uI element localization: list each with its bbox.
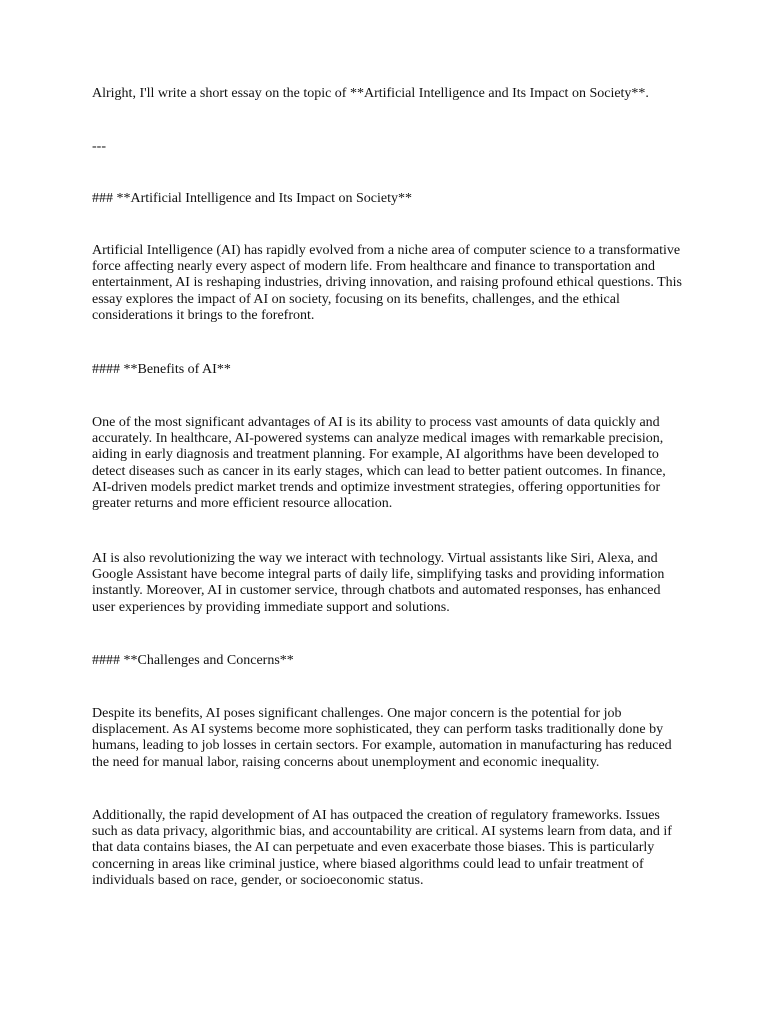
horizontal-rule-markdown: --- bbox=[92, 139, 106, 154]
intro-line: Alright, I'll write a short essay on the topic of **Artificial Intelligence and Its Impact on Society**. bbox=[92, 86, 649, 101]
paragraph-benefits-data: One of the most significant advantages of AI is its ability to process vast amounts of data quickly and accurately. In healthcare, AI-powered systems can analyze medical images with remarkable precision, aiding in early diagnosis and treatment planning. For example, AI algorithms have been developed to detect diseases such as cancer in its early stages, which can lead to better patient outcomes. In finance, AI-driven models predict market trends and optimize investment strategies, offering opportunities for greater returns and more efficient resource allocation. bbox=[92, 415, 666, 512]
paragraph-introduction: Artificial Intelligence (AI) has rapidly evolved from a niche area of computer science to a transformative force affecting nearly every aspect of modern life. From healthcare and finance to transportation and entertainment, AI is reshaping industries, driving innovation, and raising profound ethical questions. This essay explores the impact of AI on society, focusing on its benefits, challenges, and the ethical considerations it brings to the forefront. bbox=[92, 243, 682, 323]
paragraph-benefits-technology: AI is also revolutionizing the way we interact with technology. Virtual assistants like Siri, Alexa, and Google Assistant have become integral parts of daily life, simplifying tasks and providing information instantly. Moreover, AI in customer service, through chatbots and automated responses, has enhanced user experiences by providing immediate support and solutions. bbox=[92, 551, 665, 615]
heading-benefits: #### **Benefits of AI** bbox=[92, 362, 231, 377]
essay-title: ### **Artificial Intelligence and Its Impact on Society** bbox=[92, 191, 412, 206]
heading-challenges: #### **Challenges and Concerns** bbox=[92, 653, 294, 668]
paragraph-challenges-jobs: Despite its benefits, AI poses significant challenges. One major concern is the potential for job displacement. As AI systems become more sophisticated, they can perform tasks traditionally done by humans, leading to job losses in certain sectors. For example, automation in manufacturing has reduced the need for manual labor, raising concerns about unemployment and economic inequality. bbox=[92, 706, 672, 770]
paragraph-challenges-regulation: Additionally, the rapid development of AI has outpaced the creation of regulatory frameworks. Issues such as data privacy, algorithmic bias, and accountability are critical. AI systems learn from data, and if that data contains biases, the AI can perpetuate and even exacerbate those biases. This is particularly concerning in areas like criminal justice, where biased algorithms could lead to unfair treatment of individuals based on race, gender, or socioeconomic status. bbox=[92, 808, 672, 888]
